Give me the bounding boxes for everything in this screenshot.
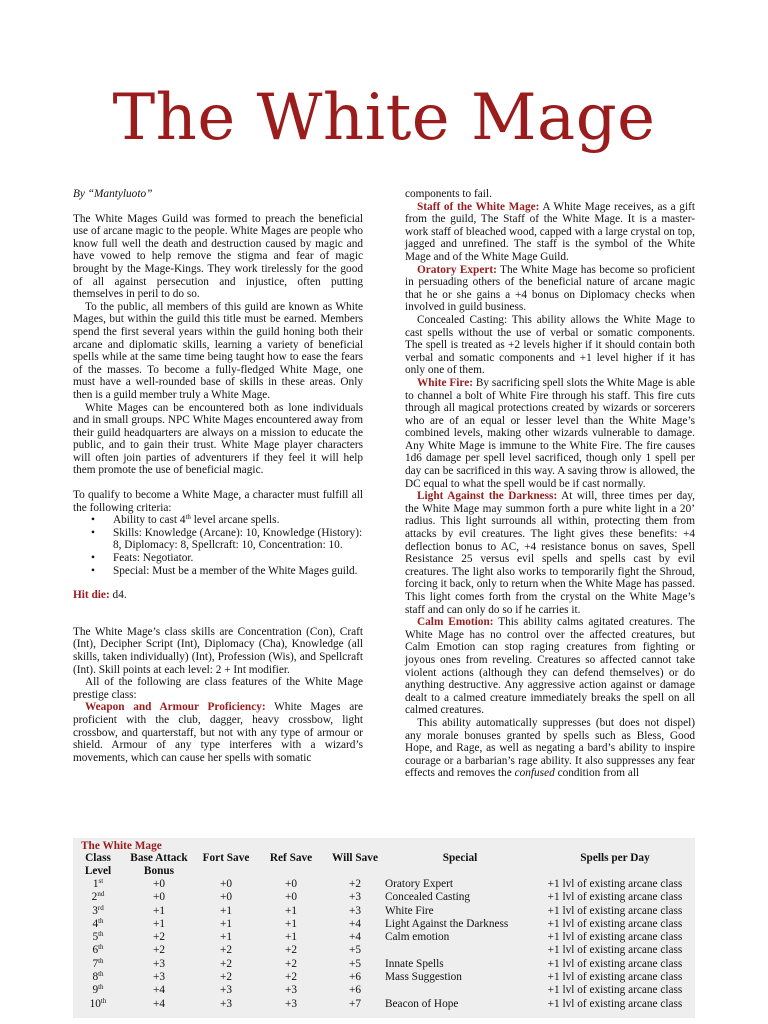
- table-cell: +1 lvl of existing arcane class: [547, 971, 683, 984]
- table-row: [73, 905, 695, 918]
- hit-die-value: d4.: [109, 589, 127, 602]
- table-cell: +2: [219, 944, 233, 957]
- white-fire-label: White Fire:: [417, 376, 473, 389]
- header-base-attack: Base Attack Bonus: [130, 852, 188, 877]
- table-cell: +3: [348, 891, 362, 904]
- table-cell: +1: [284, 931, 298, 944]
- table-row: [73, 931, 695, 944]
- table-row: [73, 998, 695, 1011]
- table-cell: +3: [219, 984, 233, 997]
- light-label: Light Against the Darkness:: [417, 490, 558, 503]
- table-cell: [73, 891, 123, 904]
- table-cell: [73, 998, 123, 1011]
- table-cell: +7: [348, 997, 362, 1010]
- table-cell: +1: [284, 904, 298, 917]
- calm-emotion-paragraph: Calm Emotion: This ability calms agitated creatures. The White Mage has no control over the affected creatures, but Calm Emotion can stop raging creatures from fighting or joyous ones from reveling. Creatures so affected cannot take violent actions (although they can defend themselves) or do anything destructive. Any aggressive action against or damage dealt to a calmed creature immediately breaks the spell on all calmed creatures.: [405, 616, 695, 717]
- staff-paragraph: Staff of the White Mage: A White Mage receives, as a gift from the guild, The Staff of the White Mage. It is a master-work staff of bleached wood, capped with a large crystal on top, jagged and unrefined. The staff is the symbol of the White Mage and of the White Mage Guild.: [405, 200, 695, 263]
- table-cell: [73, 878, 123, 891]
- table-cell: +1: [219, 904, 233, 917]
- table-row: [73, 971, 695, 984]
- table-cell: Calm emotion: [385, 931, 450, 944]
- table-cell: [73, 984, 123, 997]
- table-cell: th: [98, 930, 104, 939]
- byline: By “Mantyluoto”: [73, 188, 153, 200]
- white-fire-paragraph: White Fire: By sacrificing spell slots the White Mage is able to channel a bolt of White Fire through his staff. This fire cuts through all magical protections created by wizards or sorcerers who are of an equal or lesser level than the White Mage’s combined levels, making other wizards vulnerable to damage. Any White Mage is immune to the White Fire. The fire causes 1d6 damage per spell level sacrificed, though only 1 spell per day can be sacrificed in this way. A saving throw is allowed, the DC equal to what the spell would be if cast normally.: [405, 376, 695, 490]
- table-cell: [73, 931, 123, 944]
- table-cell: +3: [219, 997, 233, 1010]
- table-cell: 10: [89, 997, 101, 1010]
- header-will-save: Will Save: [332, 852, 378, 864]
- weapon-proficiency-label: Weapon and Armour Proficiency:: [85, 701, 266, 714]
- table-cell: +2: [152, 931, 166, 944]
- hit-die-label: Hit die:: [73, 589, 110, 602]
- table-cell: +5: [348, 944, 362, 957]
- criteria-item: • Special: Must be a member of the White Mages guild.: [113, 565, 363, 578]
- table-cell: 6: [92, 944, 99, 957]
- table-cell: [385, 944, 535, 957]
- oratory-paragraph: Oratory Expert: The White Mage has become so proficient in persuading others of the beneficial nature of arcane magic that he or she gains a +4 bonus on Diplomacy checks when involved in guild business.: [405, 263, 695, 314]
- table-cell: +1 lvl of existing arcane class: [547, 904, 683, 917]
- header-special: Special: [442, 852, 478, 864]
- table-cell: st: [98, 877, 104, 885]
- table-cell: [73, 905, 123, 918]
- table-cell: [73, 918, 123, 931]
- table-cell: +1 lvl of existing arcane class: [547, 997, 683, 1010]
- table-cell: 4: [92, 917, 99, 930]
- continued-text: components to fail.: [405, 188, 492, 200]
- table-cell: [73, 971, 123, 984]
- encounter-paragraph: White Mages can be encountered both as lone individuals and in small groups. NPC White Mages encountered away from their guild headquarters are always on a mission to educate the public, and to gain their trust. White Mage player characters will often join parties of adventurers if they feel it will help them promote the use of beneficial magic.: [73, 401, 363, 477]
- table-title: The White Mage: [81, 840, 162, 852]
- table-cell: +1 lvl of existing arcane class: [547, 957, 683, 970]
- table-row: [73, 944, 695, 957]
- table-cell: +4: [348, 931, 362, 944]
- table-row: [73, 891, 695, 904]
- class-features-paragraph: All of the following are class features of the White Mage prestige class:: [73, 676, 363, 701]
- table-cell: +0: [284, 878, 298, 890]
- table-cell: +2: [284, 944, 298, 957]
- criteria-text: level arcane spells.: [190, 514, 280, 527]
- table-cell: Mass Suggestion: [385, 971, 462, 984]
- table-cell: +2: [219, 971, 233, 984]
- table-header-row: [73, 852, 695, 878]
- table-cell: [385, 984, 535, 997]
- table-cell: +1 lvl of existing arcane class: [547, 917, 683, 930]
- table-cell: +3: [284, 997, 298, 1010]
- table-cell: 2: [91, 891, 98, 904]
- table-cell: +6: [348, 971, 362, 984]
- table-cell: +1: [152, 904, 166, 917]
- table-cell: +0: [284, 891, 298, 904]
- table-cell: +1 lvl of existing arcane class: [547, 931, 683, 944]
- table-cell: +1 lvl of existing arcane class: [547, 984, 683, 997]
- table-cell: +3: [284, 984, 298, 997]
- criteria-item: • Skills: Knowledge (Arcane): 10, Knowledge (History): 8, Diplomacy: 8, Spellcraft: 10, Concentration: 10.: [113, 527, 363, 552]
- criteria-list: [73, 514, 363, 577]
- table-cell: [73, 944, 123, 957]
- table-cell: 5: [92, 931, 99, 944]
- oratory-label: Oratory Expert:: [417, 263, 497, 276]
- table-cell: +0: [219, 878, 233, 890]
- table-cell: White Fire: [385, 904, 434, 917]
- table-cell: +1 lvl of existing arcane class: [547, 891, 683, 904]
- table-cell: +3: [348, 904, 362, 917]
- table-cell: th: [98, 956, 104, 965]
- calm-label: Calm Emotion:: [417, 616, 494, 629]
- table-row: [73, 878, 695, 891]
- table-cell: Light Against the Darkness: [385, 917, 509, 930]
- public-paragraph: To the public, all members of this guild are known as White Mages, but within the guild this title must be earned. Members spend the first several years within the guild honing both their arcane and diplomatic skills, learning a variety of beneficial spells while at the same time being taught how to ease the fears of the masses. To become a fully-fledged White Mage, one must have a well-rounded base of skills in these areas. Only then is a guild member truly a White Mage.: [73, 300, 363, 401]
- intro-paragraph: The White Mages Guild was formed to preach the beneficial use of arcane magic to the people. White Mages are people who know full well the death and destruction caused by magic and have vowed to help remove the stigma and fear of magic brought by the Mage-Kings. They work tirelessly for the good of all against persecution and injustice, often putting themselves in peril to do so.: [73, 212, 363, 301]
- table-cell: Concealed Casting: [385, 891, 471, 904]
- table-cell: +0: [152, 891, 166, 904]
- suppression-paragraph: This ability automatically suppresses (but does not dispel) any morale bonuses granted by spells such as Bless, Good Hope, and Rage, as well as negating a bard’s ability to inspire courage or a barbarian’s rage ability. It also suppresses any fear effects and removes the confused condition from all: [405, 716, 695, 780]
- table-cell: +1 lvl of existing arcane class: [547, 878, 683, 890]
- criteria-text: Ability to cast 4: [113, 514, 186, 527]
- table-cell: +1: [219, 931, 233, 944]
- table-cell: +3: [152, 957, 166, 970]
- light-against-darkness-paragraph: Light Against the Darkness: At will, three times per day, the White Mage may summon forth a pure white light in a 20’ radius. This light surrounds all within, protecting them from attacks by evil creatures. The light gives these benefits: +4 deflection bonus to AC, +4 resistance bonus on saves, Spell Resistance 25 versus evil spells and spells cast by evil creatures. The light also works to temporarily fight the Shroud, forcing it back, only to return when the White Mage has passed. This light comes forth from the crystal on the White Mage’s staff and can only do so if he carries it.: [405, 490, 695, 616]
- left-column: [73, 188, 363, 764]
- header-fort-save: Fort Save: [202, 852, 250, 864]
- table-cell: +2: [152, 944, 166, 957]
- class-skills-paragraph: The White Mage’s class skills are Concentration (Con), Craft (Int), Decipher Script (Int), Diplomacy (Cha), Knowledge (all skills, taken individually) (Int), Profession (Wis), and Spellcraft (Int). Skill points at each level: 2 + Int modifier.: [73, 625, 363, 676]
- table-cell: Innate Spells: [385, 957, 444, 970]
- table-cell: Beacon of Hope: [385, 997, 459, 1010]
- table-cell: th: [98, 943, 104, 952]
- table-row: [73, 958, 695, 971]
- table-cell: +1: [152, 917, 166, 930]
- criteria-item: [113, 514, 363, 527]
- table-cell: nd: [97, 890, 105, 899]
- table-cell: rd: [97, 903, 104, 912]
- table-cell: +0: [219, 891, 233, 904]
- table-cell: +1 lvl of existing arcane class: [547, 944, 683, 957]
- concealed-casting-paragraph: Concealed Casting: This ability allows the White Mage to cast spells without the use of verbal or somatic components. The spell is treated as +2 levels higher if it should contain both verbal and somatic components and +1 level higher if it has only one of them.: [405, 313, 695, 377]
- table-cell: th: [98, 916, 104, 925]
- qualify-paragraph: To qualify to become a White Mage, a character must fulfill all the following criteria:: [73, 489, 363, 514]
- header-ref-save: Ref Save: [269, 852, 313, 864]
- table-cell: 3: [92, 904, 98, 917]
- table-cell: +1: [219, 917, 233, 930]
- table-cell: +3: [152, 971, 166, 984]
- table-cell: +4: [348, 917, 362, 930]
- staff-label: Staff of the White Mage:: [417, 200, 540, 213]
- table-row: [73, 918, 695, 931]
- table-cell: +2: [284, 971, 298, 984]
- hit-die: [73, 589, 363, 602]
- criteria-text: th: [185, 513, 191, 522]
- weapon-proficiency-paragraph: Weapon and Armour Proficiency: White Mages are proficient with the club, dagger, heavy crossbow, light crossbow, and quarterstaff, but not with any type of armour or shield. Armour of any type interferes with a wizard’s movements, which can cause her spells with somatic: [73, 701, 364, 764]
- criteria-item: • Feats: Negotiator.: [113, 552, 363, 565]
- table-cell: [73, 958, 123, 971]
- right-column: [405, 188, 695, 780]
- table-cell: +4: [152, 984, 166, 997]
- table-row: [73, 984, 695, 997]
- header-spells-per-day: Spells per Day: [580, 852, 650, 864]
- table-cell: +4: [152, 997, 166, 1010]
- progression-table: [73, 852, 695, 1011]
- table-cell: 8: [92, 971, 99, 984]
- table-cell: th: [100, 996, 107, 1005]
- table-cell: +2: [348, 878, 362, 890]
- table-cell: +6: [348, 984, 362, 997]
- table-cell: 9: [92, 984, 99, 997]
- class-table: [73, 838, 695, 1018]
- table-cell: 1: [92, 878, 99, 890]
- table-cell: +2: [284, 957, 298, 970]
- table-cell: +1: [284, 917, 298, 930]
- table-cell: th: [98, 983, 104, 992]
- table-cell: +5: [348, 957, 362, 970]
- table-cell: 7: [92, 957, 99, 970]
- table-cell: +0: [152, 878, 166, 890]
- table-cell: th: [98, 970, 104, 979]
- table-cell: +2: [219, 957, 233, 970]
- page-title: The White Mage: [112, 81, 656, 155]
- table-cell: Oratory Expert: [385, 878, 454, 890]
- header-class-level: Class Level: [84, 852, 112, 877]
